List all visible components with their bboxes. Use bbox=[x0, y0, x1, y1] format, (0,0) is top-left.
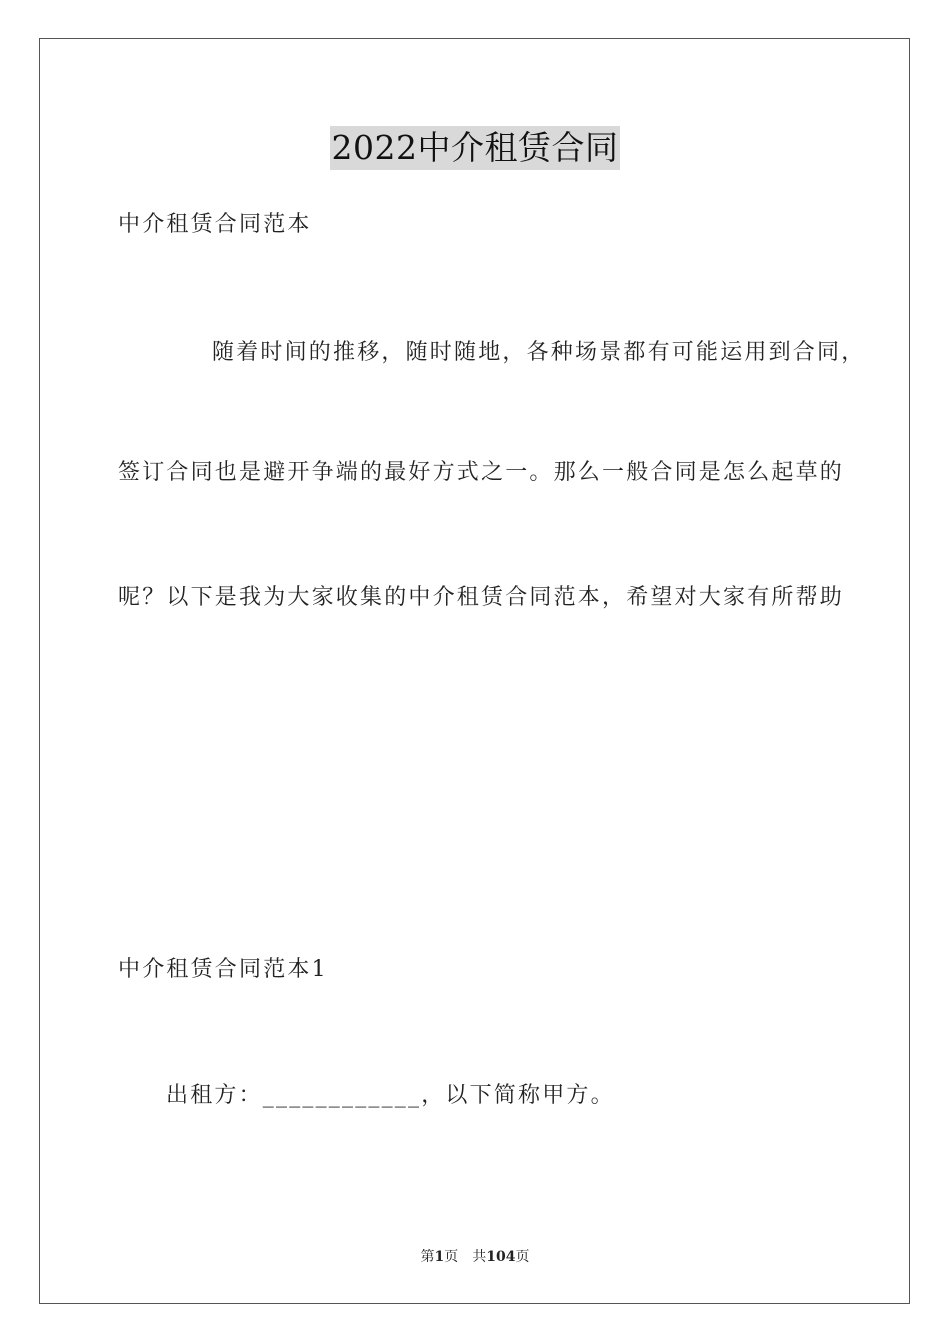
title-container bbox=[0, 126, 950, 170]
section-heading: 中介租赁合同范本1 bbox=[118, 957, 328, 982]
lessor-line: 出租方：____________，以下简称甲方。 bbox=[166, 1083, 615, 1108]
total-prefix: 共 bbox=[472, 1249, 487, 1265]
paragraph-line-1: 随着时间的推移，随时随地，各种场景都有可能运用到合同， bbox=[212, 340, 866, 365]
document-title: 2022中介租赁合同 bbox=[330, 126, 621, 170]
page-suffix: 页 bbox=[444, 1249, 459, 1265]
document-subtitle: 中介租赁合同范本 bbox=[118, 212, 312, 237]
paragraph-line-2: 签订合同也是避开争端的最好方式之一。那么一般合同是怎么起草的 bbox=[118, 460, 845, 485]
page-prefix: 第 bbox=[420, 1249, 435, 1265]
paragraph-line-3: 呢？以下是我为大家收集的中介租赁合同范本，希望对大家有所帮助 bbox=[118, 585, 845, 610]
page-footer bbox=[0, 1247, 950, 1267]
total-suffix: 页 bbox=[515, 1249, 530, 1265]
page-number: 1 bbox=[434, 1249, 445, 1265]
total-pages: 104 bbox=[486, 1249, 516, 1265]
